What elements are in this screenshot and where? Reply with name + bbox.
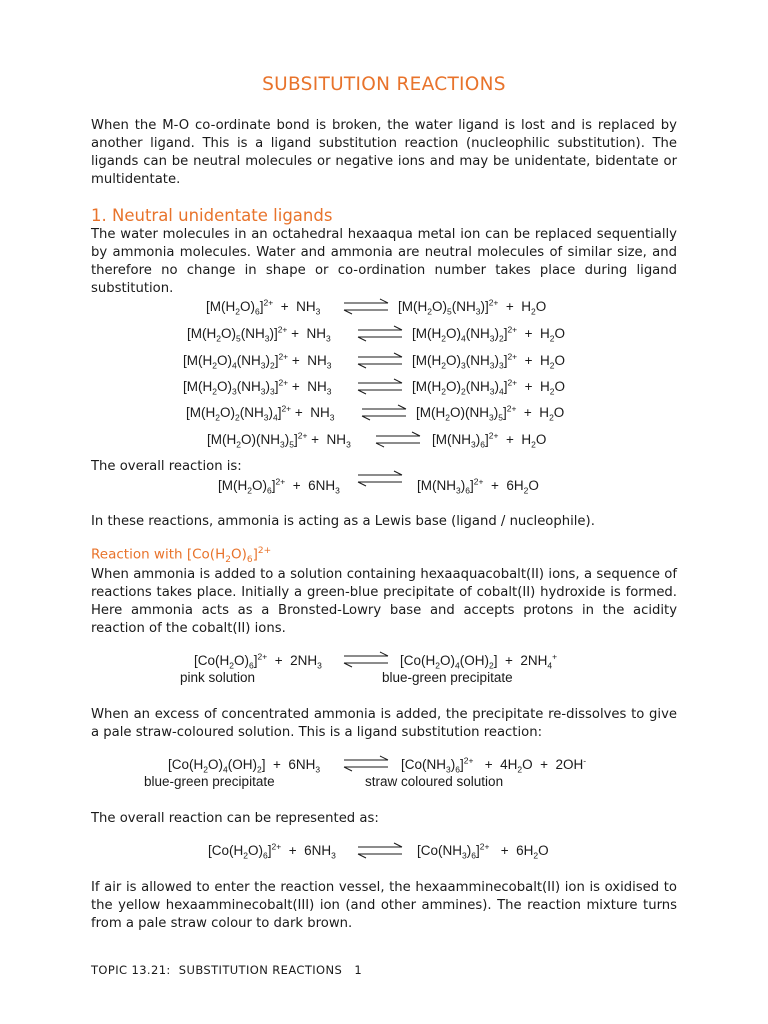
pink-solution-caption: pink solution (180, 670, 256, 685)
equation-5-right: $[M(H_2O)(NH_3)_5]^{2+} + H_2O$ (416, 403, 565, 423)
equation-1-right: $[M(H_2O)_5(NH_3)]^{2+} + H_2O$ (398, 297, 547, 317)
page-footer: TOPIC 13.21: SUBSTITUTION REACTIONS 1 (91, 963, 363, 977)
equation-3-left: $[M(H_2O)_4(NH_3)_2]^{2+} + NH_3$ (183, 351, 332, 371)
equation-6-right: $[M(NH_3)_6]^{2+} + H_2O$ (432, 430, 547, 450)
cobalt-equation-2-right: $[Co(NH_3)_6]^{2+} + 4H_2O + 2OH^-$ (401, 755, 587, 775)
equation-1-left: $[M(H_2O)_6]^{2+} + NH_3$ (206, 297, 321, 317)
blue-green-precipitate-caption-2: blue-green precipitate (144, 774, 275, 789)
section-2-paragraph-2: When an excess of concentrated ammonia is added, the precipitate re-dissolves to give a pale straw-coloured solution. This is a ligand substitution reaction: (91, 707, 677, 740)
cobalt-overall-right: $[Co(NH_3)_6]^{2+} + 6H_2O$ (417, 841, 549, 861)
equation-4-left: $[M(H_2O)_3(NH_3)_3]^{2+} + NH_3$ (183, 377, 332, 397)
equilibrium-arrow-icon (342, 298, 392, 316)
equilibrium-arrow-icon (342, 755, 392, 773)
equilibrium-arrow-icon (356, 325, 406, 343)
section-2-paragraph-1: When ammonia is added to a solution containing hexaaquacobalt(II) ions, a sequence of reactions takes place. Initially a green-blue precipitate of cobalt(II) hydroxide is formed. Here ammonia acts as a Bronsted-Lowry base and accepts protons in the acidity reaction of the cobalt(II) ions. (91, 567, 677, 636)
intro-paragraph: When the M-O co-ordinate bond is broken, the water ligand is lost and is replaced by another ligand. This is a ligand substitution reaction (nucleophilic substitution). The ligands can be neutral molecules or negative ions and may be unidentate, bidentate or multidentate. (91, 118, 677, 187)
equation-3-right: $[M(H_2O)_3(NH_3)_3]^{2+} + H_2O$ (412, 351, 566, 371)
overall-reaction-label: The overall reaction is: (91, 459, 242, 474)
equation-6-left: $[M(H_2O)(NH_3)_5]^{2+} + NH_3$ (207, 430, 351, 450)
equilibrium-arrow-icon (356, 842, 406, 860)
section-2-heading: Reaction with $[Co(H_2O)_6]^{2+}$ (91, 546, 272, 566)
equation-5-left: $[M(H_2O)_2(NH_3)_4]^{2+} + NH_3$ (186, 403, 335, 423)
section-2-paragraph-3: If air is allowed to enter the reaction vessel, the hexaamminecobalt(II) ion is oxidised to the yellow hexaamminecobalt(III) ion (and other ammines). The reaction mixture turns from a pale straw colour to dark brown. (91, 880, 677, 931)
section-1-paragraph: The water molecules in an octahedral hexaaqua metal ion can be replaced sequentially by ammonia molecules. Water and ammonia are neutral molecules of similar size, and therefore no change in shape or co-ordination number takes place during ligand substitution. (91, 227, 677, 296)
straw-solution-caption: straw coloured solution (365, 774, 504, 789)
equilibrium-arrow-icon (356, 378, 406, 396)
overall-equation-right: $[M(NH_3)_6]^{2+} + 6H_2O$ (417, 476, 539, 496)
equation-2-left: $[M(H_2O)_5(NH_3)]^{2+} + NH_3$ (187, 324, 331, 344)
cobalt-equation-2-left: $[Co(H_2O)_4(OH)_2] + 6NH_3$ (168, 757, 321, 775)
page-title: SUBSITUTION REACTIONS (262, 74, 506, 95)
cobalt-equation-1-right: $[Co(H_2O)_4(OH)_2] + 2NH_4^+$ (400, 651, 558, 671)
section-1-heading: 1. Neutral unidentate ligands (91, 206, 333, 225)
lewis-base-note: In these reactions, ammonia is acting as a Lewis base (ligand / nucleophile). (91, 514, 595, 529)
cobalt-overall-left: $[Co(H_2O)_6]^{2+} + 6NH_3$ (208, 841, 336, 861)
equation-2-right: $[M(H_2O)_4(NH_3)_2]^{2+} + H_2O$ (412, 324, 566, 344)
equilibrium-arrow-icon (374, 431, 424, 449)
equation-4-right: $[M(H_2O)_2(NH_3)_4]^{2+} + H_2O$ (412, 377, 566, 397)
blue-green-precipitate-caption-1: blue-green precipitate (382, 670, 513, 685)
overall-equation-left: $[M(H_2O)_6]^{2+} + 6NH_3$ (218, 476, 340, 496)
equilibrium-arrow-icon (356, 470, 406, 488)
overall-represented-label: The overall reaction can be represented as: (91, 811, 379, 826)
equilibrium-arrow-icon (360, 404, 410, 422)
equilibrium-arrow-icon (356, 352, 406, 370)
cobalt-equation-1-left: $[Co(H_2O)_6]^{2+} + 2NH_3$ (194, 651, 322, 671)
equilibrium-arrow-icon (342, 651, 392, 669)
